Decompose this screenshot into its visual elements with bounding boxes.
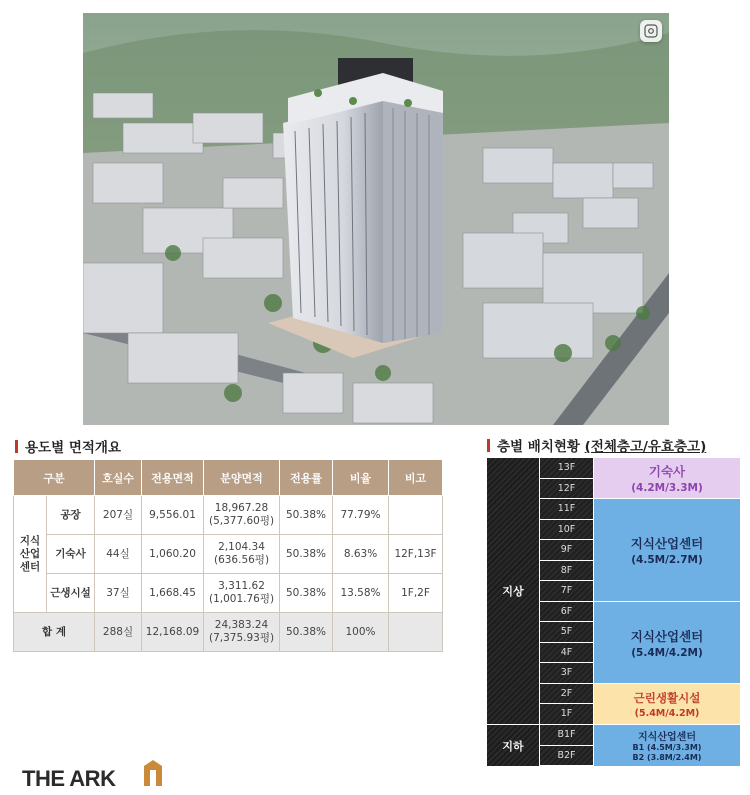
total-rooms: 288실	[95, 613, 142, 652]
total-rate: 50.38%	[280, 613, 333, 652]
floor-cell: 6F	[540, 602, 593, 623]
title-marker	[487, 439, 490, 452]
floor-cell: B2F	[540, 746, 593, 767]
use-block-basement-knowledge-center	[594, 725, 740, 766]
logo-text: THE ARK	[22, 766, 116, 790]
row-rooms: 44실	[95, 535, 142, 574]
floor-cell: 3F	[540, 663, 593, 684]
sale-pyeong: (1,001.76평)	[208, 593, 275, 605]
total-note	[389, 613, 443, 652]
use-name: 기숙사	[648, 464, 686, 479]
use-sub-b1: B1 (4.5M/3.3M)	[632, 743, 702, 752]
floor-plan-title	[487, 435, 706, 455]
header-rooms: 호실수	[95, 460, 142, 496]
sale-pyeong: (636.56평)	[213, 554, 270, 566]
sale-value: 3,311.62	[218, 580, 265, 592]
header-exclusive-rate: 전용률	[280, 460, 333, 496]
row-name: 근생시설	[47, 574, 95, 613]
floor-cell: B1F	[540, 725, 593, 746]
table-row	[14, 574, 443, 613]
total-exclusive: 12,168.09	[142, 613, 204, 652]
use-block-neighborhood-facility	[594, 684, 740, 724]
use-name: 근린생활시설	[633, 690, 701, 705]
use-block-dormitory	[594, 458, 740, 498]
below-ground-label: 지하	[487, 725, 539, 766]
use-block-knowledge-center-upper	[594, 499, 740, 601]
above-ground-label: 지상	[487, 458, 539, 724]
header-category: 구분	[14, 460, 95, 496]
floor-cell: 2F	[540, 684, 593, 705]
row-ratio: 8.63%	[333, 535, 389, 574]
area-table-title-text: 용도별 면적개요	[25, 440, 121, 456]
row-note	[389, 496, 443, 535]
row-rate: 50.38%	[280, 496, 333, 535]
floor-cell: 13F	[540, 458, 593, 479]
use-name: 지식산업센터	[638, 732, 696, 743]
row-sale	[204, 496, 280, 535]
total-label: 합 계	[14, 613, 95, 652]
table-row	[14, 535, 443, 574]
use-name: 지식산업센터	[630, 628, 704, 644]
use-height: (5.4M/4.2M)	[631, 646, 703, 659]
row-ratio: 13.58%	[333, 574, 389, 613]
row-note: 12F,13F	[389, 535, 443, 574]
total-ratio: 100%	[333, 613, 389, 652]
table-header-row	[14, 460, 443, 496]
floor-cell: 12F	[540, 479, 593, 500]
total-sale	[204, 613, 280, 652]
row-note: 1F,2F	[389, 574, 443, 613]
table-row	[14, 496, 443, 535]
row-exclusive: 9,556.01	[142, 496, 204, 535]
use-height: (4.2M/3.3M)	[631, 482, 703, 494]
header-ratio: 비율	[333, 460, 389, 496]
row-rooms: 37실	[95, 574, 142, 613]
logo-mark-icon	[144, 760, 162, 786]
group-label: 지식 산업 센터	[14, 496, 47, 613]
floor-cell: 1F	[540, 704, 593, 725]
lens-search-icon[interactable]	[640, 20, 662, 42]
row-ratio: 77.79%	[333, 496, 389, 535]
sale-pyeong: (5,377.60평)	[208, 515, 275, 527]
use-block-knowledge-center-lower	[594, 602, 740, 683]
row-rooms: 207실	[95, 496, 142, 535]
the-ark-logo	[22, 756, 172, 790]
row-name: 공장	[47, 496, 95, 535]
row-exclusive: 1,668.45	[142, 574, 204, 613]
area-table-title	[15, 436, 121, 456]
sale-value: 2,104.34	[218, 541, 265, 553]
floor-plan-title-text: 층별 배치현황	[497, 439, 585, 455]
title-marker	[15, 440, 18, 453]
use-name: 지식산업센터	[630, 536, 704, 551]
floor-cell: 10F	[540, 520, 593, 541]
row-sale	[204, 574, 280, 613]
floor-layout-diagram	[487, 458, 740, 766]
row-name: 기숙사	[47, 535, 95, 574]
floor-cell: 11F	[540, 499, 593, 520]
row-sale	[204, 535, 280, 574]
floor-cell: 4F	[540, 643, 593, 664]
sale-value: 24,383.24	[214, 619, 269, 631]
use-height: (5.4M/4.2M)	[634, 707, 700, 719]
sale-pyeong: (7,375.93평)	[208, 632, 275, 644]
row-exclusive: 1,060.20	[142, 535, 204, 574]
floor-plan-title-underlined: (전체층고/유효층고)	[584, 439, 707, 455]
floor-cell: 7F	[540, 581, 593, 602]
header-exclusive-area: 전용면적	[142, 460, 204, 496]
total-row	[14, 613, 443, 652]
row-rate: 50.38%	[280, 574, 333, 613]
use-sub-b2: B2 (3.8M/2.4M)	[632, 753, 702, 762]
floor-cell: 8F	[540, 561, 593, 582]
logo-graphic	[22, 756, 172, 790]
header-sale-area: 분양면적	[204, 460, 280, 496]
row-rate: 50.38%	[280, 535, 333, 574]
building-rendering-image	[83, 13, 669, 425]
header-note: 비고	[389, 460, 443, 496]
area-overview-table	[13, 459, 443, 652]
sale-value: 18,967.28	[214, 502, 269, 514]
use-height: (4.5M/2.7M)	[631, 554, 703, 566]
floor-cell: 5F	[540, 622, 593, 643]
floor-cell: 9F	[540, 540, 593, 561]
